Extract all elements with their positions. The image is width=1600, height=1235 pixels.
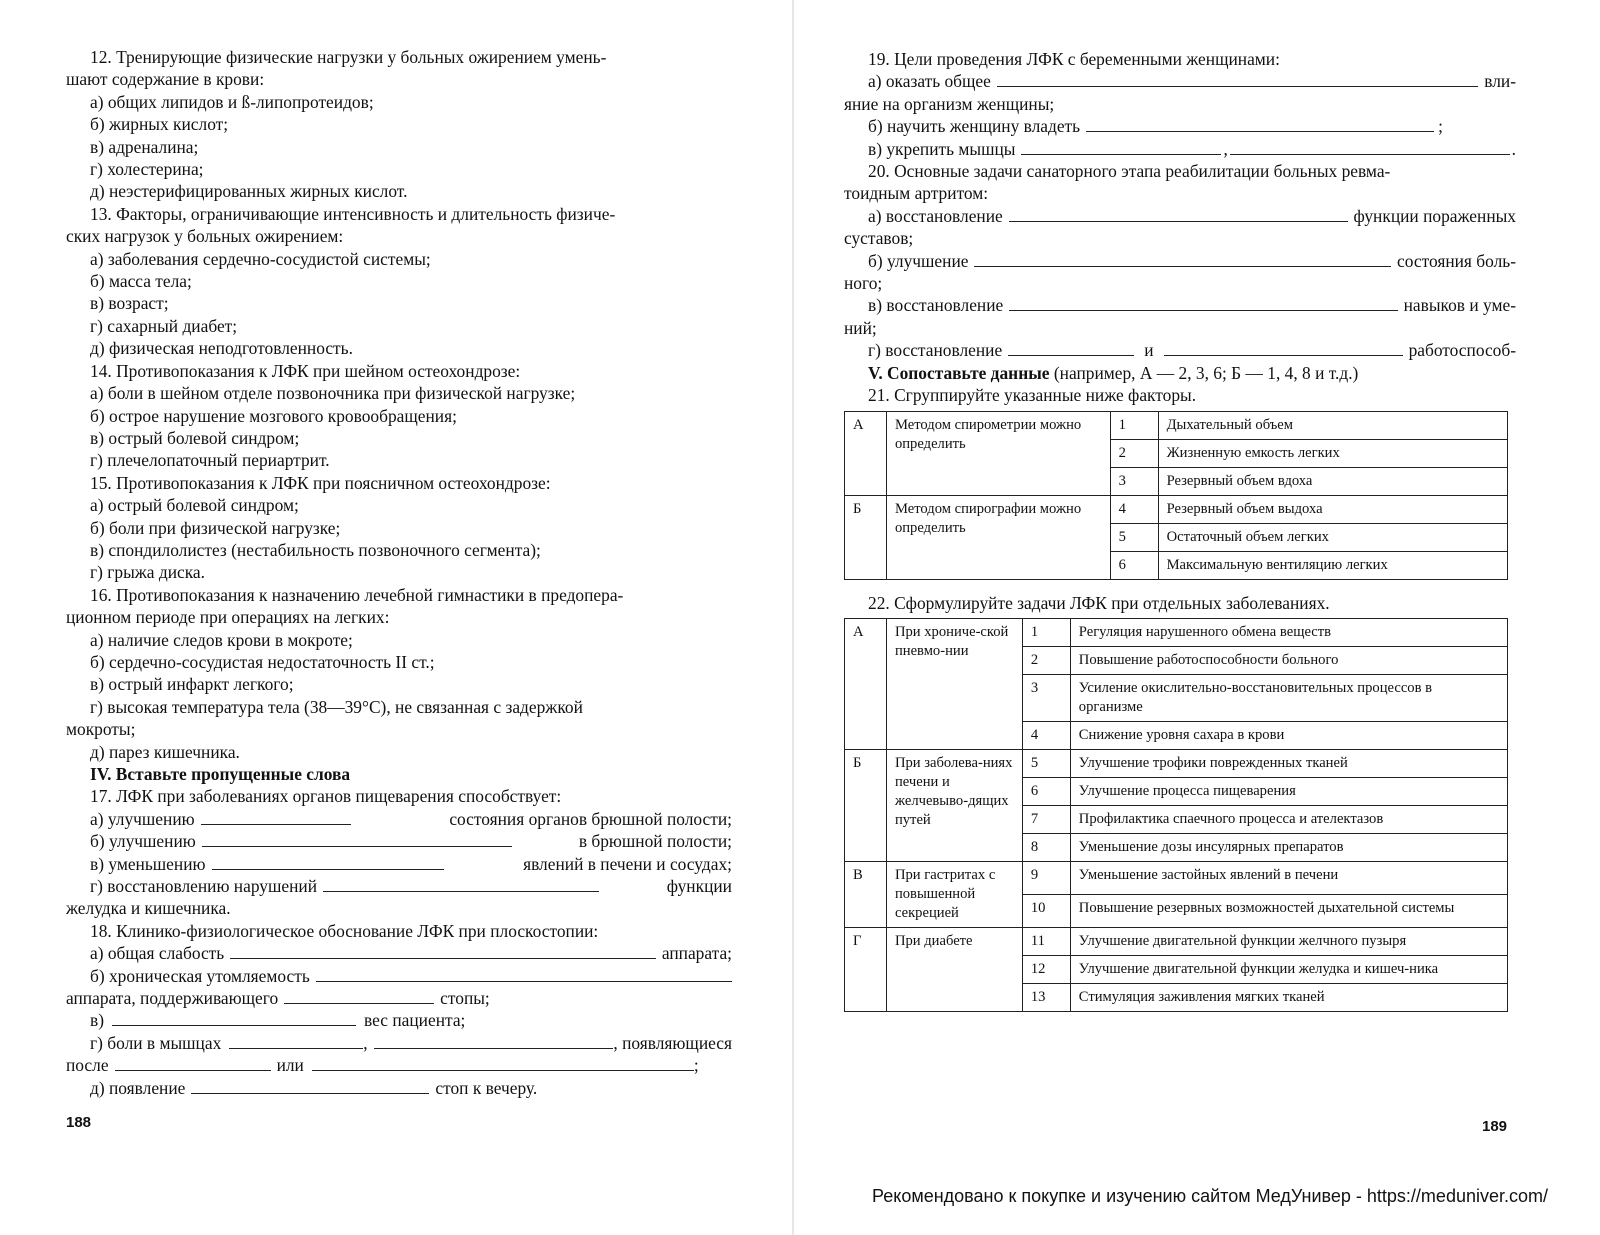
text-fragment: а) оказать общее bbox=[868, 71, 991, 92]
text-line: д) парез кишечника. bbox=[90, 741, 240, 762]
text-fragment: . bbox=[1511, 138, 1516, 159]
text-line: б) масса тела; bbox=[90, 271, 192, 292]
text-fragment: стопы; bbox=[440, 988, 490, 1009]
text-fragment: работоспособ- bbox=[1408, 340, 1516, 361]
page-number: 188 bbox=[66, 1114, 92, 1131]
question-22-title: 22. Сформулируйте задачи ЛФК при отдельных заболеваниях. bbox=[868, 592, 1330, 613]
text-fragment: вли- bbox=[1484, 71, 1516, 92]
item-text: Улучшение двигательной функции желудка и кишеч-ника bbox=[1070, 955, 1507, 983]
q20-a-line bbox=[844, 205, 1516, 227]
item-number: 2 bbox=[1110, 439, 1158, 467]
q19-a-line bbox=[844, 70, 1516, 92]
item-text: Жизненную емкость легких bbox=[1158, 439, 1507, 467]
group-letter: В bbox=[845, 861, 887, 927]
text-line: тоидным артритом: bbox=[844, 183, 989, 204]
item-number: 13 bbox=[1022, 983, 1070, 1011]
table-22 bbox=[844, 618, 1516, 1012]
item-text: Уменьшение застойных явлений в печени bbox=[1070, 861, 1507, 894]
item-text: Повышение работоспособности больного bbox=[1070, 646, 1507, 674]
text-fragment: б) хроническая утомляемость bbox=[90, 965, 310, 986]
fill-blank[interactable] bbox=[312, 1054, 694, 1071]
fill-blank[interactable] bbox=[1164, 339, 1403, 356]
text-fragment: состояния органов брюшной полости; bbox=[449, 808, 732, 829]
question-20-title: 20. Основные задачи санаторного этапа реабилитации больных ревма- bbox=[868, 161, 1391, 182]
book-fold bbox=[792, 0, 794, 1235]
item-text: Профилактика спаечного процесса и ателектазов bbox=[1070, 805, 1507, 833]
text-line: в) острый инфаркт легкого; bbox=[90, 674, 294, 695]
question-21-title: 21. Сгруппируйте указанные ниже факторы. bbox=[868, 385, 1197, 406]
text-fragment: , появляющиеся bbox=[613, 1032, 732, 1053]
item-text: Регуляция нарушенного обмена веществ bbox=[1070, 618, 1507, 646]
matching-table bbox=[844, 411, 1508, 580]
fill-blank[interactable] bbox=[1009, 294, 1397, 311]
text-fragment: д) появление bbox=[90, 1077, 186, 1098]
q17-blank-line bbox=[66, 853, 732, 875]
footer-recommendation: Рекомендовано к покупке и изучению сайтом МедУнивер - https://meduniver.com/ bbox=[872, 1186, 1548, 1206]
text-line: мокроты; bbox=[66, 719, 136, 740]
fill-blank[interactable] bbox=[115, 1054, 271, 1071]
text-fragment: функции bbox=[666, 876, 732, 897]
item-text: Улучшение трофики поврежденных тканей bbox=[1070, 749, 1507, 777]
group-label: При заболева-ниях печени и желчевыво-дящих путей bbox=[886, 749, 1022, 861]
text-line: в) возраст; bbox=[90, 293, 169, 314]
text-line: 14. Противопоказания к ЛФК при шейном остеохондрозе: bbox=[90, 360, 521, 381]
text-line: в) спондилолистез (нестабильность позвоночного сегмента); bbox=[90, 539, 541, 560]
item-number: 11 bbox=[1022, 927, 1070, 955]
text-fragment: после bbox=[66, 1055, 109, 1076]
text-line: 15. Противопоказания к ЛФК при поясничном остеохондрозе: bbox=[90, 472, 551, 493]
item-number: 1 bbox=[1110, 411, 1158, 439]
text-fragment: и bbox=[1144, 340, 1154, 361]
q19-v-line bbox=[844, 138, 1516, 160]
text-fragment: , bbox=[1223, 138, 1228, 159]
text-line: 13. Факторы, ограничивающие интенсивность и длительность физиче- bbox=[90, 203, 616, 224]
item-text: Дыхательный объем bbox=[1158, 411, 1507, 439]
item-number: 5 bbox=[1110, 523, 1158, 551]
q19-b-line bbox=[844, 115, 1516, 137]
text-fragment: а) улучшению bbox=[90, 808, 195, 829]
table-row bbox=[845, 861, 1508, 894]
table-row bbox=[845, 618, 1508, 646]
item-number: 12 bbox=[1022, 955, 1070, 983]
text-fragment: в) укрепить мышцы bbox=[868, 138, 1016, 159]
text-line: ний; bbox=[844, 317, 877, 338]
spacer bbox=[450, 853, 524, 875]
group-label: При хрониче-ской пневмо-нии bbox=[886, 618, 1022, 749]
text-fragment: вес пациента; bbox=[364, 1010, 466, 1031]
q18-v-line bbox=[66, 1009, 732, 1031]
text-line: 16. Противопоказания к назначению лечебной гимнастики в предопера- bbox=[90, 584, 624, 605]
text-line: а) общих липидов и ß-липопротеидов; bbox=[90, 91, 374, 112]
spacer bbox=[605, 875, 667, 897]
left-page bbox=[0, 0, 792, 1235]
q17-blank-line bbox=[66, 830, 732, 852]
text-line: в) адреналина; bbox=[90, 136, 199, 157]
table-row bbox=[845, 749, 1508, 777]
text-line: шают содержание в крови: bbox=[66, 69, 265, 90]
text-fragment: а) общая слабость bbox=[90, 943, 225, 964]
text-fragment: б) улучшению bbox=[90, 831, 196, 852]
table-row bbox=[845, 411, 1508, 439]
text-fragment: г) боли в мышцах bbox=[90, 1032, 222, 1053]
text-line: г) сахарный диабет; bbox=[90, 315, 238, 336]
text-fragment: явлений в печени и сосудах; bbox=[523, 853, 732, 874]
table-21 bbox=[844, 411, 1516, 580]
fill-blank[interactable] bbox=[1230, 138, 1510, 155]
text-line: в) острый болевой синдром; bbox=[90, 427, 300, 448]
fill-blank[interactable] bbox=[1008, 339, 1134, 356]
text-line: яние на организм женщины; bbox=[844, 93, 1055, 114]
text-line: г) холестерина; bbox=[90, 159, 204, 180]
item-number: 2 bbox=[1022, 646, 1070, 674]
text-fragment: в брюшной полости; bbox=[578, 831, 732, 852]
item-number: 4 bbox=[1110, 495, 1158, 523]
text-line: 12. Тренирующие физические нагрузки у больных ожирением умень- bbox=[90, 47, 607, 67]
text-fragment: б) улучшение bbox=[868, 250, 969, 271]
text-line: д) неэстерифицированных жирных кислот. bbox=[90, 181, 408, 202]
text-line: д) физическая неподготовленность. bbox=[90, 338, 353, 359]
q17-blank-line bbox=[66, 808, 732, 830]
text-fragment: аппарата; bbox=[661, 943, 732, 964]
fill-blank[interactable] bbox=[201, 808, 351, 825]
q18-g2-line bbox=[66, 1054, 732, 1076]
text-line: г) грыжа диска. bbox=[90, 562, 205, 583]
item-number: 4 bbox=[1022, 721, 1070, 749]
text-fragment: состояния боль- bbox=[1397, 250, 1516, 271]
item-text: Резервный объем выдоха bbox=[1158, 495, 1507, 523]
page-number: 189 bbox=[1482, 1118, 1508, 1135]
item-number: 3 bbox=[1110, 467, 1158, 495]
text-line: б) боли при физической нагрузке; bbox=[90, 517, 341, 538]
fill-blank[interactable] bbox=[316, 965, 732, 982]
text-fragment: навыков и уме- bbox=[1403, 295, 1516, 316]
fill-blank[interactable] bbox=[284, 987, 434, 1004]
text-fragment: г) восстановление bbox=[868, 340, 1003, 361]
fill-blank[interactable] bbox=[997, 70, 1478, 87]
q18-b2-line bbox=[66, 987, 732, 1009]
text-fragment: стоп к вечеру. bbox=[435, 1077, 538, 1098]
text-line: б) сердечно-сосудистая недостаточность II ст.; bbox=[90, 651, 435, 672]
q20-v-line bbox=[844, 294, 1516, 316]
text-fragment: а) восстановление bbox=[868, 205, 1003, 226]
text-line: желудка и кишечника. bbox=[66, 898, 231, 919]
section-v-example: (например, А — 2, 3, 6; Б — 1, 4, 8 и т.д.) bbox=[1049, 362, 1359, 383]
group-letter: Г bbox=[845, 927, 887, 1011]
fill-blank[interactable] bbox=[230, 942, 656, 959]
item-text: Остаточный объем легких bbox=[1158, 523, 1507, 551]
group-label: При гастритах с повышенной секрецией bbox=[886, 861, 1022, 927]
text-fragment: в) восстановление bbox=[868, 295, 1004, 316]
group-letter: Б bbox=[845, 749, 887, 861]
q18-b-line bbox=[66, 965, 732, 987]
group-letter: А bbox=[845, 618, 887, 749]
text-fragment: б) научить женщину владеть bbox=[868, 116, 1081, 137]
right-page-text bbox=[844, 48, 1516, 1012]
left-question-list bbox=[66, 46, 732, 808]
section-v-title: V. Сопоставьте данные bbox=[868, 362, 1050, 383]
fill-blank[interactable] bbox=[374, 1032, 614, 1049]
text-line: г) плечелопаточный периартрит. bbox=[90, 450, 330, 471]
fill-blank[interactable] bbox=[202, 830, 512, 847]
fill-blank[interactable] bbox=[1021, 138, 1221, 155]
q17-blank-line bbox=[66, 875, 732, 897]
text-line: а) заболевания сердечно-сосудистой системы; bbox=[90, 248, 431, 269]
fill-blank[interactable] bbox=[212, 853, 444, 870]
table-row bbox=[845, 495, 1508, 523]
text-line: 17. ЛФК при заболеваниях органов пищеварения способствует: bbox=[90, 786, 562, 807]
fill-blank[interactable] bbox=[112, 1009, 356, 1026]
q18-g-line bbox=[66, 1032, 732, 1054]
text-line: б) острое нарушение мозгового кровообращения; bbox=[90, 405, 457, 426]
item-text: Уменьшение дозы инсулярных препаратов bbox=[1070, 833, 1507, 861]
question-19-title: 19. Цели проведения ЛФК с беременными женщинами: bbox=[868, 49, 1280, 69]
fill-blank[interactable] bbox=[229, 1032, 363, 1049]
text-fragment: функции пораженных bbox=[1353, 205, 1516, 226]
group-label: Методом спирометрии можно определить bbox=[886, 411, 1110, 495]
fill-blank[interactable] bbox=[191, 1077, 429, 1094]
q20-b-line bbox=[844, 250, 1516, 272]
item-text: Максимальную вентиляцию легких bbox=[1158, 551, 1507, 579]
left-page-text bbox=[66, 46, 732, 1099]
item-text: Усиление окислительно-восстановительных процессов в организме bbox=[1070, 674, 1507, 721]
group-letter: Б bbox=[845, 495, 887, 579]
text-line: а) наличие следов крови в мокроте; bbox=[90, 629, 353, 650]
spacer bbox=[518, 830, 579, 852]
item-number: 6 bbox=[1110, 551, 1158, 579]
text-line: г) высокая температура тела (38—39°С), не связанная с задержкой bbox=[90, 696, 583, 717]
text-fragment: , bbox=[363, 1032, 368, 1053]
text-fragment: в) bbox=[90, 1010, 105, 1031]
item-text: Улучшение двигательной функции желчного пузыря bbox=[1070, 927, 1507, 955]
text-line: ционном периоде при операциях на легких: bbox=[66, 607, 390, 628]
item-number: 3 bbox=[1022, 674, 1070, 721]
fill-blank[interactable] bbox=[1086, 115, 1434, 132]
item-number: 8 bbox=[1022, 833, 1070, 861]
text-fragment: или bbox=[276, 1055, 304, 1076]
item-text: Улучшение процесса пищеварения bbox=[1070, 777, 1507, 805]
group-letter: А bbox=[845, 411, 887, 495]
table-row bbox=[845, 927, 1508, 955]
item-number: 10 bbox=[1022, 894, 1070, 927]
item-number: 5 bbox=[1022, 749, 1070, 777]
group-label: Методом спирографии можно определить bbox=[886, 495, 1110, 579]
question-18-title: 18. Клинико-физиологическое обоснование ЛФК при плоскостопии: bbox=[90, 920, 599, 941]
text-fragment: ; bbox=[693, 1055, 699, 1076]
section-v-heading bbox=[844, 362, 1516, 384]
question-17-blanks bbox=[66, 808, 732, 898]
text-line: а) боли в шейном отделе позвоночника при физической нагрузке; bbox=[90, 383, 576, 404]
text-line: IV. Вставьте пропущенные слова bbox=[90, 764, 351, 784]
text-line: ного; bbox=[844, 273, 883, 294]
q20-g-line bbox=[844, 339, 1516, 361]
item-number: 1 bbox=[1022, 618, 1070, 646]
item-text: Снижение уровня сахара в крови bbox=[1070, 721, 1507, 749]
text-fragment: г) восстановлению нарушений bbox=[90, 876, 318, 897]
q18-a-line bbox=[66, 942, 732, 964]
text-line: а) острый болевой синдром; bbox=[90, 495, 299, 516]
text-line: б) жирных кислот; bbox=[90, 114, 229, 135]
text-line: ских нагрузок у больных ожирением: bbox=[66, 226, 344, 247]
item-text: Повышение резервных возможностей дыхательной системы bbox=[1070, 894, 1507, 927]
item-text: Резервный объем вдоха bbox=[1158, 467, 1507, 495]
text-line: суставов; bbox=[844, 228, 914, 249]
text-fragment: ; bbox=[1438, 116, 1443, 137]
text-fragment: аппарата, поддерживающего bbox=[66, 988, 279, 1009]
item-number: 7 bbox=[1022, 805, 1070, 833]
text-fragment: в) уменьшению bbox=[90, 853, 206, 874]
right-page bbox=[796, 0, 1600, 1235]
item-number: 9 bbox=[1022, 861, 1070, 894]
fill-blank[interactable] bbox=[974, 250, 1391, 267]
item-number: 6 bbox=[1022, 777, 1070, 805]
q18-d-line bbox=[66, 1077, 732, 1099]
group-label: При диабете bbox=[886, 927, 1022, 1011]
item-text: Стимуляция заживления мягких тканей bbox=[1070, 983, 1507, 1011]
spacer bbox=[357, 808, 450, 830]
matching-table bbox=[844, 618, 1508, 1012]
fill-blank[interactable] bbox=[1009, 205, 1348, 222]
fill-blank[interactable] bbox=[323, 875, 599, 892]
